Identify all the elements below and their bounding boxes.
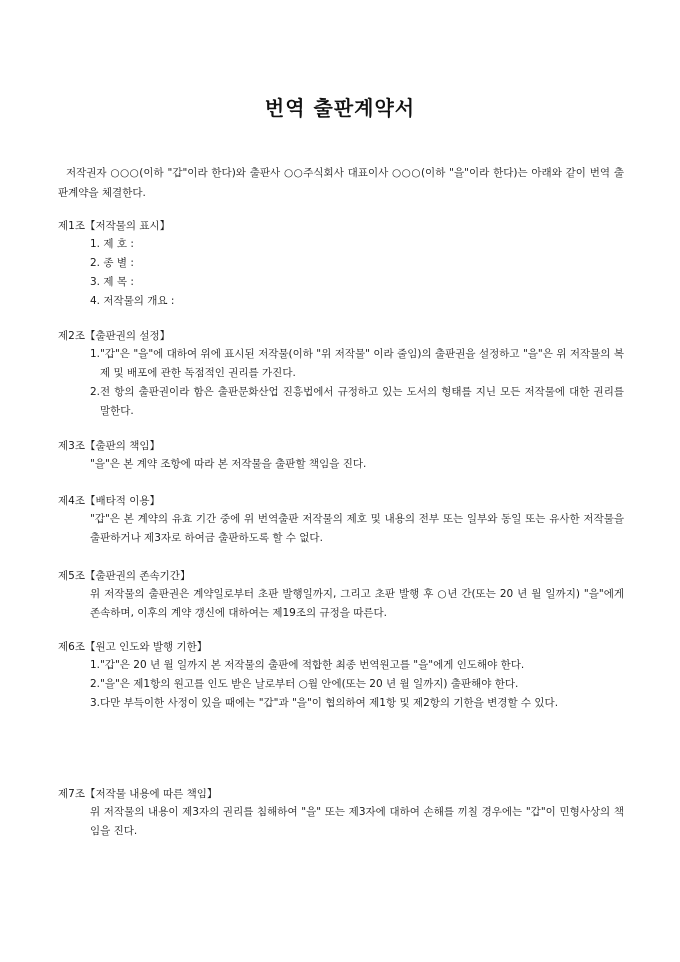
article-text: "갑"은 본 계약의 유효 기간 중에 위 번역출판 저작물의 제호 및 내용의 전부 또는 일부와 동일 또는 유사한 저작물을 출판하거나 제3자로 하여금 출판하도록 할 수 없다. [90,513,624,544]
item-text: 전 항의 출판권이라 함은 출판문화산업 진흥법에서 규정하고 있는 도서의 형태를 지닌 모든 저작물에 대한 권리를 말한다. [100,386,624,417]
article-heading: 제4조【배타적 이용】 [58,495,161,507]
article-6 [58,638,624,713]
item-text: 다만 부득이한 사정이 있을 때에는 "갑"과 "을"이 협의하여 제1항 및 제2항의 기한을 변경할 수 있다. [100,697,559,709]
item-number: 1. [90,348,101,360]
list-item [58,675,624,694]
article-4 [58,492,624,548]
article-heading: 제2조【출판권의 설정】 [58,330,171,342]
field-subject: 3. 제 목 : [90,276,134,288]
article-text: 위 저작물의 출판권은 계약일로부터 초판 발행일까지, 그리고 초판 발행 후 ○년 간(또는 20 년 월 일까지) "을"에게 존속하며, 이후의 계약 갱신에 대하여는 제19조의 규정을 따른다. [90,588,624,619]
item-number: 2. [90,386,101,398]
article-2 [58,327,624,421]
article-heading: 제5조【출판권의 존속기간】 [58,570,191,582]
list-item [58,656,624,675]
list-item [58,383,624,421]
article-heading: 제1조【저작물의 표시】 [58,220,171,232]
article-text: "을"은 본 계약 조항에 따라 본 저작물을 출판할 책임을 진다. [90,458,367,470]
list-item [58,694,624,713]
field-title: 1. 제 호 : [90,238,134,250]
item-number: 1. [90,659,101,671]
item-text: "을"은 제1항의 원고를 인도 받은 날로부터 ○월 안에(또는 20 년 월 일까지) 출판해야 한다. [100,678,519,690]
article-3 [58,437,624,474]
field-overview: 4. 저작물의 개요 : [90,295,175,307]
item-text: "갑"은 "을"에 대하여 위에 표시된 저작물(이하 "위 저작물" 이라 줄임)의 출판권을 설정하고 "을"은 위 저작물의 복제 및 배포에 관한 독점적인 권리를 가진다. [100,348,624,379]
intro-paragraph: 저작권자 ○○○(이하 "갑"이라 한다)와 출판사 ○○주식회사 대표이사 ○○○(이하 "을"이라 한다)는 아래와 같이 번역 출판계약을 체결한다. [58,167,624,199]
article-heading: 제7조【저작물 내용에 따른 책임】 [58,788,218,800]
article-text: 위 저작물의 내용이 제3자의 권리를 침해하여 "을" 또는 제3자에 대하여 손해를 끼칠 경우에는 "갑"이 민형사상의 책임을 진다. [90,806,624,837]
item-text: "갑"은 20 년 월 일까지 본 저작물의 출판에 적합한 최종 번역원고를 "을"에게 인도해야 한다. [100,659,525,671]
list-item [58,345,624,383]
document-title: 번역 출판계약서 [264,96,416,120]
article-7 [58,785,624,841]
article-5 [58,567,624,623]
item-number: 2. [90,678,101,690]
item-number: 3. [90,697,101,709]
article-1 [58,217,624,311]
article-heading: 제3조【출판의 책임】 [58,440,161,452]
article-heading: 제6조【원고 인도와 발행 기한】 [58,641,208,653]
field-type: 2. 종 별 : [90,257,134,269]
